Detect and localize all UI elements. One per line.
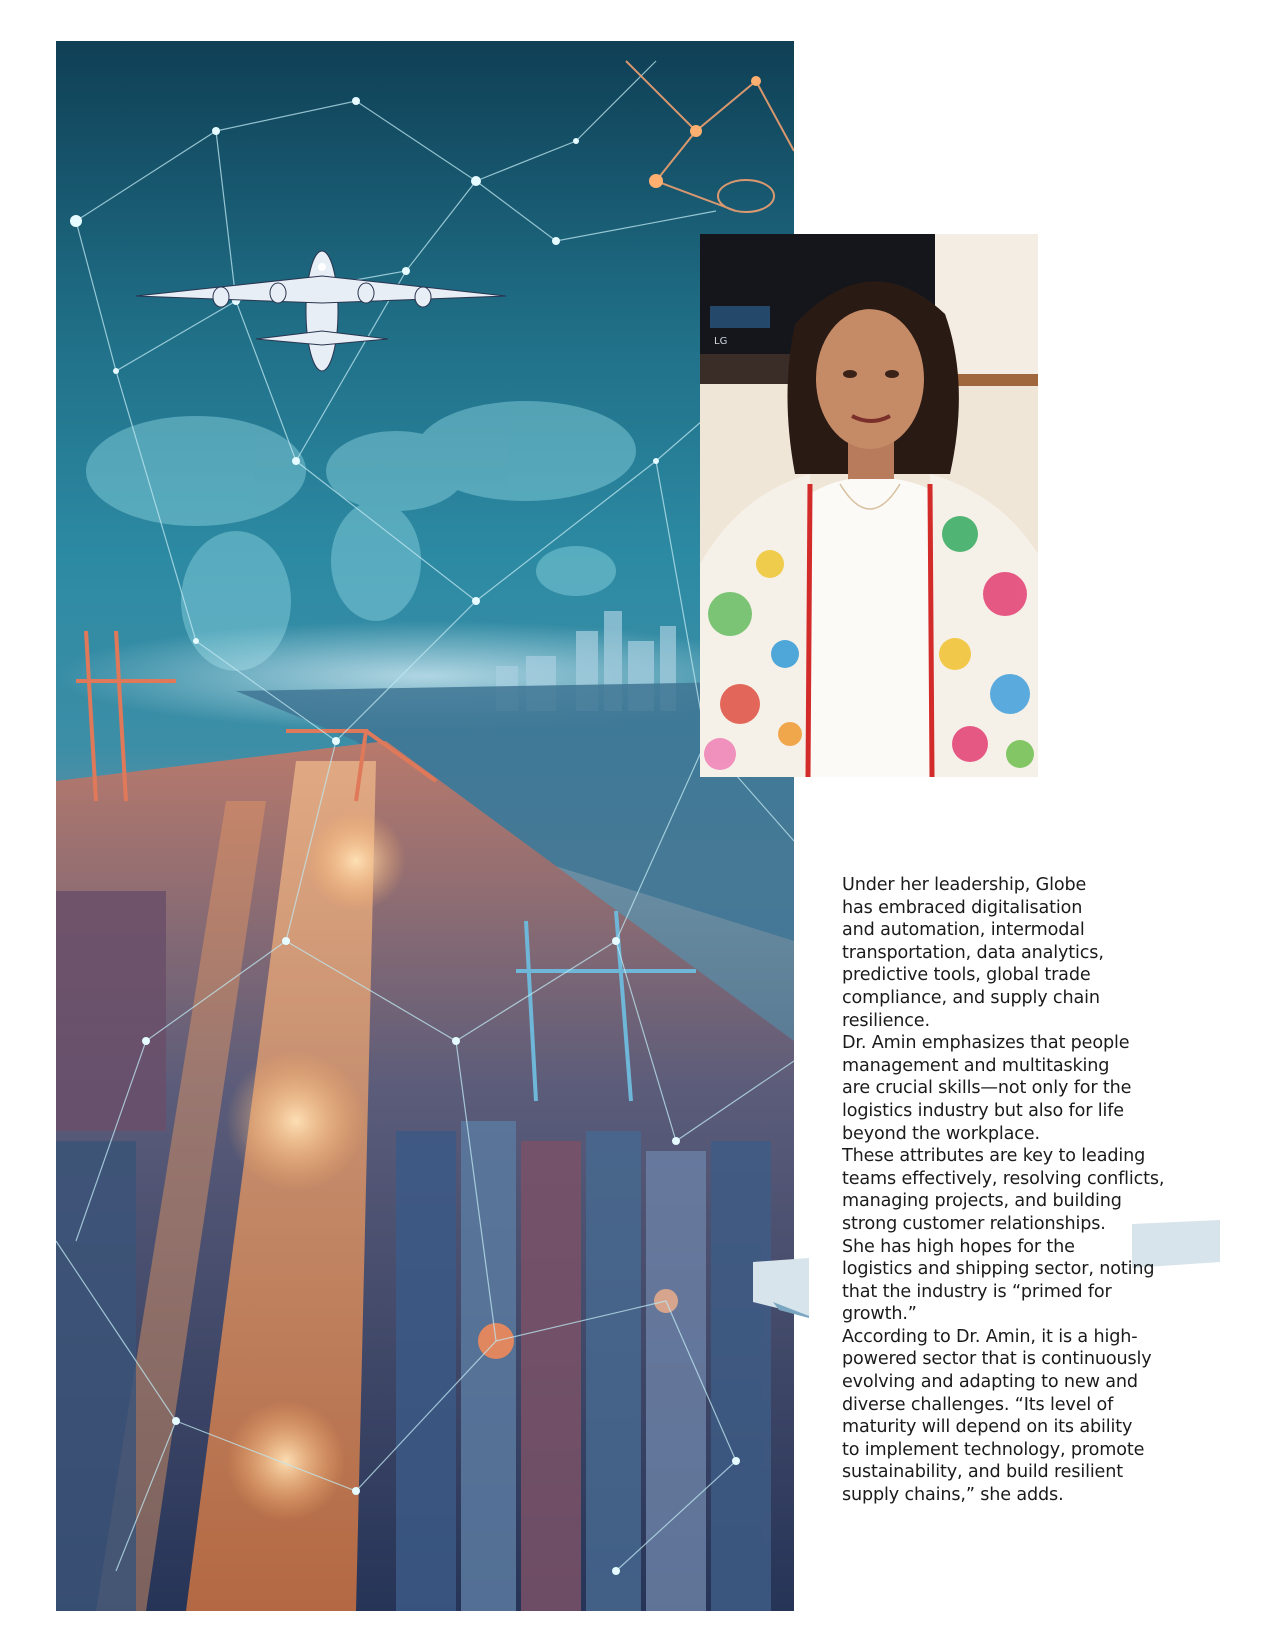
text-line: transportation, data analytics,	[842, 942, 1104, 963]
article-paragraph	[817, 1326, 1152, 1507]
text-line: to implement technology, promote	[842, 1439, 1145, 1460]
text-line: that the industry is “primed for	[842, 1281, 1112, 1302]
text-line: supply chains,” she adds.	[842, 1485, 1064, 1506]
article-paragraph	[817, 1145, 1165, 1235]
woman-portrait-photo	[700, 234, 1038, 777]
article-paragraph	[817, 1032, 1137, 1145]
article-paragraph	[817, 1236, 1155, 1326]
text-line: According to Dr. Amin, it is a high-	[842, 1326, 1138, 1347]
text-line: management and multitasking	[842, 1055, 1110, 1076]
article-paragraph	[817, 874, 1137, 1032]
text-line: Under her leadership, Globe	[842, 875, 1087, 895]
decorative-accent-shape	[753, 1258, 809, 1318]
text-line: has embraced digitalisation	[842, 897, 1083, 918]
text-line: strong customer relationships.	[842, 1213, 1106, 1234]
text-line: resilience.	[842, 1010, 930, 1031]
text-line: evolving and adapting to new and	[842, 1372, 1138, 1393]
text-line: powered sector that is continuously	[842, 1349, 1152, 1370]
text-line: growth.”	[842, 1304, 917, 1325]
text-line: These attributes are key to leading	[842, 1146, 1146, 1167]
text-line: logistics and shipping sector, noting	[842, 1259, 1155, 1280]
text-line: predictive tools, global trade	[842, 965, 1091, 986]
text-line: diverse challenges. “Its level of	[842, 1394, 1114, 1415]
text-line: and automation, intermodal	[842, 920, 1085, 941]
article-body	[817, 874, 1165, 1507]
text-line: Dr. Amin emphasizes that people	[842, 1033, 1130, 1054]
text-line: maturity will depend on its ability	[842, 1417, 1133, 1438]
text-line: teams effectively, resolving conflicts,	[842, 1168, 1165, 1189]
tv-brand-label: LG	[714, 336, 728, 347]
text-line: managing projects, and building	[842, 1191, 1122, 1212]
text-line: compliance, and supply chain	[842, 987, 1100, 1008]
text-line: are crucial skills—not only for the	[842, 1078, 1132, 1099]
logistics-network-illustration	[56, 41, 794, 1611]
text-line: She has high hopes for the	[842, 1236, 1075, 1257]
text-line: beyond the workplace.	[842, 1123, 1040, 1144]
text-line: logistics industry but also for life	[842, 1100, 1124, 1121]
text-line: sustainability, and build resilient	[842, 1462, 1123, 1483]
